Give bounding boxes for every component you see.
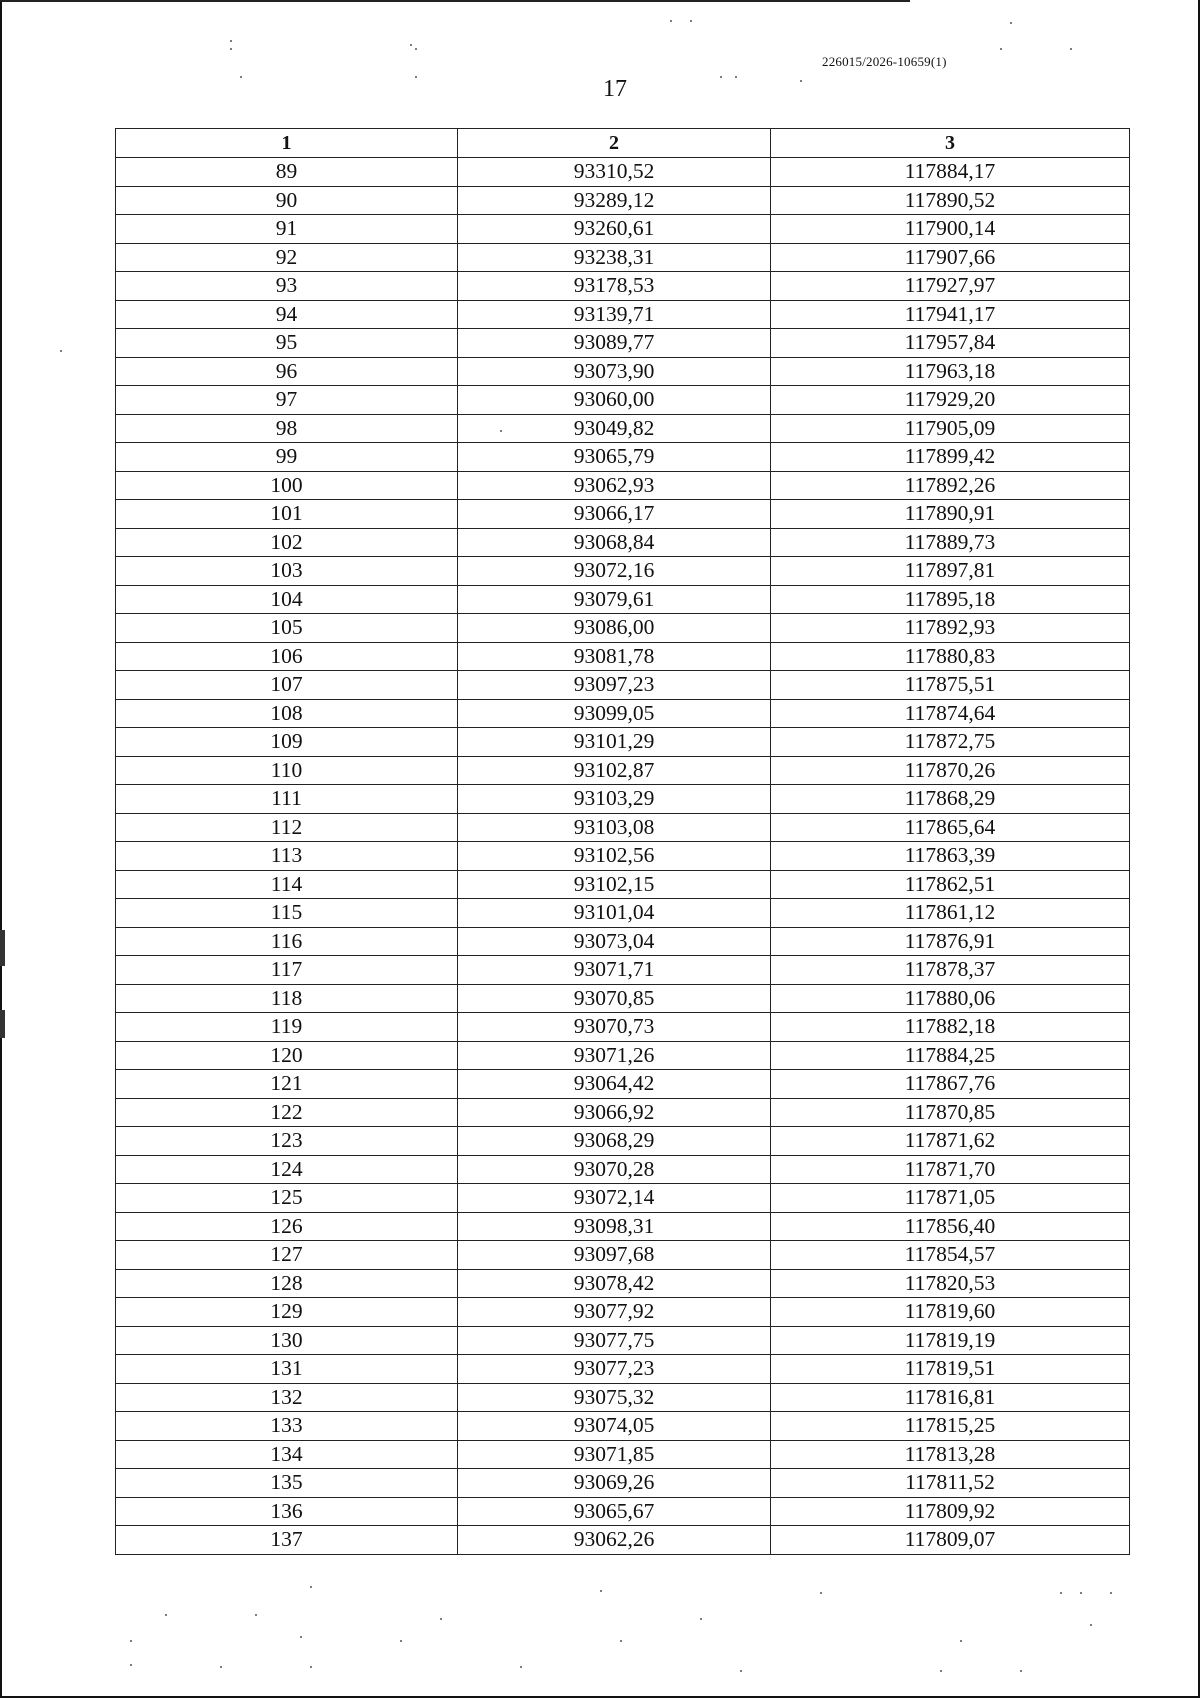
- speck: [1080, 1592, 1082, 1594]
- y-coordinate-cell: 117941,17: [771, 300, 1130, 329]
- table-row: [116, 500, 1130, 529]
- point-number-cell: 89: [116, 158, 458, 187]
- point-number-cell: 121: [116, 1070, 458, 1099]
- y-coordinate-cell: 117854,57: [771, 1241, 1130, 1270]
- point-number-cell: 102: [116, 528, 458, 557]
- speck: [220, 1666, 222, 1668]
- point-number-cell: 103: [116, 557, 458, 586]
- speck: [440, 1618, 442, 1620]
- y-coordinate-cell: 117957,84: [771, 329, 1130, 358]
- table-row: [116, 756, 1130, 785]
- y-coordinate-cell: 117872,75: [771, 728, 1130, 757]
- y-coordinate-cell: 117929,20: [771, 386, 1130, 415]
- x-coordinate-cell: 93065,79: [458, 443, 771, 472]
- x-coordinate-cell: 93102,56: [458, 842, 771, 871]
- speck: [500, 430, 502, 432]
- y-coordinate-cell: 117813,28: [771, 1440, 1130, 1469]
- x-coordinate-cell: 93086,00: [458, 614, 771, 643]
- y-coordinate-cell: 117927,97: [771, 272, 1130, 301]
- table-row: [116, 927, 1130, 956]
- speck: [740, 1670, 742, 1672]
- table-row: [116, 614, 1130, 643]
- x-coordinate-cell: 93081,78: [458, 642, 771, 671]
- point-number-cell: 133: [116, 1412, 458, 1441]
- x-coordinate-cell: 93098,31: [458, 1212, 771, 1241]
- table-row: [116, 1526, 1130, 1555]
- point-number-cell: 109: [116, 728, 458, 757]
- speck: [310, 1586, 312, 1588]
- table-row: [116, 956, 1130, 985]
- speck: [415, 48, 417, 50]
- table-row: [116, 414, 1130, 443]
- table-row: [116, 585, 1130, 614]
- speck: [1090, 1624, 1092, 1626]
- point-number-cell: 96: [116, 357, 458, 386]
- table-row: [116, 842, 1130, 871]
- table-row: [116, 186, 1130, 215]
- table-body: [116, 158, 1130, 1555]
- table-row: [116, 1298, 1130, 1327]
- point-number-cell: 113: [116, 842, 458, 871]
- table-row: [116, 272, 1130, 301]
- margin-scan-mark: [0, 1010, 5, 1038]
- y-coordinate-cell: 117880,83: [771, 642, 1130, 671]
- y-coordinate-cell: 117870,85: [771, 1098, 1130, 1127]
- point-number-cell: 97: [116, 386, 458, 415]
- table-row: [116, 1241, 1130, 1270]
- y-coordinate-cell: 117870,26: [771, 756, 1130, 785]
- speck: [1070, 48, 1072, 50]
- x-coordinate-cell: 93097,68: [458, 1241, 771, 1270]
- point-number-cell: 92: [116, 243, 458, 272]
- table-header: [116, 129, 1130, 158]
- x-coordinate-cell: 93078,42: [458, 1269, 771, 1298]
- y-coordinate-cell: 117880,06: [771, 984, 1130, 1013]
- point-number-cell: 130: [116, 1326, 458, 1355]
- y-coordinate-cell: 117889,73: [771, 528, 1130, 557]
- speck: [735, 76, 737, 78]
- y-coordinate-cell: 117900,14: [771, 215, 1130, 244]
- point-number-cell: 123: [116, 1127, 458, 1156]
- point-number-cell: 93: [116, 272, 458, 301]
- x-coordinate-cell: 93075,32: [458, 1383, 771, 1412]
- point-number-cell: 112: [116, 813, 458, 842]
- point-number-cell: 100: [116, 471, 458, 500]
- table-row: [116, 1497, 1130, 1526]
- y-coordinate-cell: 117963,18: [771, 357, 1130, 386]
- point-number-cell: 117: [116, 956, 458, 985]
- x-coordinate-cell: 93064,42: [458, 1070, 771, 1099]
- y-coordinate-cell: 117882,18: [771, 1013, 1130, 1042]
- x-coordinate-cell: 93260,61: [458, 215, 771, 244]
- y-coordinate-cell: 117856,40: [771, 1212, 1130, 1241]
- table-row: [116, 728, 1130, 757]
- point-number-cell: 132: [116, 1383, 458, 1412]
- x-coordinate-cell: 93073,90: [458, 357, 771, 386]
- table-row: [116, 471, 1130, 500]
- y-coordinate-cell: 117816,81: [771, 1383, 1130, 1412]
- table-row: [116, 1383, 1130, 1412]
- table-row: [116, 1184, 1130, 1213]
- table-row: [116, 870, 1130, 899]
- speck: [240, 76, 242, 78]
- table-row: [116, 528, 1130, 557]
- table-row: [116, 642, 1130, 671]
- speck: [410, 44, 412, 46]
- y-coordinate-cell: 117890,52: [771, 186, 1130, 215]
- x-coordinate-cell: 93060,00: [458, 386, 771, 415]
- speck: [310, 1666, 312, 1668]
- x-coordinate-cell: 93072,14: [458, 1184, 771, 1213]
- table-row: [116, 215, 1130, 244]
- point-number-cell: 122: [116, 1098, 458, 1127]
- speck: [60, 350, 62, 352]
- point-number-cell: 111: [116, 785, 458, 814]
- point-number-cell: 108: [116, 699, 458, 728]
- table-row: [116, 443, 1130, 472]
- point-number-cell: 136: [116, 1497, 458, 1526]
- y-coordinate-cell: 117874,64: [771, 699, 1130, 728]
- table-row: [116, 158, 1130, 187]
- y-coordinate-cell: 117907,66: [771, 243, 1130, 272]
- y-coordinate-cell: 117871,70: [771, 1155, 1130, 1184]
- y-coordinate-cell: 117875,51: [771, 671, 1130, 700]
- point-number-cell: 119: [116, 1013, 458, 1042]
- y-coordinate-cell: 117884,25: [771, 1041, 1130, 1070]
- point-number-cell: 94: [116, 300, 458, 329]
- point-number-cell: 126: [116, 1212, 458, 1241]
- x-coordinate-cell: 93062,93: [458, 471, 771, 500]
- x-coordinate-cell: 93077,75: [458, 1326, 771, 1355]
- point-number-cell: 105: [116, 614, 458, 643]
- table-row: [116, 699, 1130, 728]
- table-row: [116, 813, 1130, 842]
- point-number-cell: 91: [116, 215, 458, 244]
- point-number-cell: 129: [116, 1298, 458, 1327]
- x-coordinate-cell: 93139,71: [458, 300, 771, 329]
- table-row: [116, 1098, 1130, 1127]
- speck: [400, 1640, 402, 1642]
- x-coordinate-cell: 93289,12: [458, 186, 771, 215]
- x-coordinate-cell: 93089,77: [458, 329, 771, 358]
- speck: [230, 48, 232, 50]
- x-coordinate-cell: 93070,28: [458, 1155, 771, 1184]
- speck: [940, 1670, 942, 1672]
- y-coordinate-cell: 117868,29: [771, 785, 1130, 814]
- y-coordinate-cell: 117809,92: [771, 1497, 1130, 1526]
- table-row: [116, 1412, 1130, 1441]
- y-coordinate-cell: 117895,18: [771, 585, 1130, 614]
- y-coordinate-cell: 117862,51: [771, 870, 1130, 899]
- x-coordinate-cell: 93101,04: [458, 899, 771, 928]
- table-row: [116, 1013, 1130, 1042]
- y-coordinate-cell: 117819,19: [771, 1326, 1130, 1355]
- x-coordinate-cell: 93071,71: [458, 956, 771, 985]
- speck: [415, 76, 417, 78]
- x-coordinate-cell: 93074,05: [458, 1412, 771, 1441]
- point-number-cell: 90: [116, 186, 458, 215]
- column-header-3: 3: [771, 129, 1130, 158]
- point-number-cell: 135: [116, 1469, 458, 1498]
- speck: [1060, 1592, 1062, 1594]
- table-row: [116, 984, 1130, 1013]
- point-number-cell: 114: [116, 870, 458, 899]
- y-coordinate-cell: 117820,53: [771, 1269, 1130, 1298]
- point-number-cell: 95: [116, 329, 458, 358]
- x-coordinate-cell: 93102,15: [458, 870, 771, 899]
- y-coordinate-cell: 117884,17: [771, 158, 1130, 187]
- speck: [690, 20, 692, 22]
- point-number-cell: 127: [116, 1241, 458, 1270]
- x-coordinate-cell: 93072,16: [458, 557, 771, 586]
- table-row: [116, 1355, 1130, 1384]
- table-row: [116, 1326, 1130, 1355]
- table-row: [116, 1127, 1130, 1156]
- point-number-cell: 128: [116, 1269, 458, 1298]
- y-coordinate-cell: 117819,51: [771, 1355, 1130, 1384]
- column-header-2: 2: [458, 129, 771, 158]
- x-coordinate-cell: 93049,82: [458, 414, 771, 443]
- x-coordinate-cell: 93066,92: [458, 1098, 771, 1127]
- speck: [670, 20, 672, 22]
- y-coordinate-cell: 117890,91: [771, 500, 1130, 529]
- y-coordinate-cell: 117892,93: [771, 614, 1130, 643]
- y-coordinate-cell: 117905,09: [771, 414, 1130, 443]
- x-coordinate-cell: 93070,73: [458, 1013, 771, 1042]
- x-coordinate-cell: 93178,53: [458, 272, 771, 301]
- point-number-cell: 137: [116, 1526, 458, 1555]
- point-number-cell: 116: [116, 927, 458, 956]
- x-coordinate-cell: 93103,08: [458, 813, 771, 842]
- x-coordinate-cell: 93102,87: [458, 756, 771, 785]
- speck: [255, 1614, 257, 1616]
- point-number-cell: 134: [116, 1440, 458, 1469]
- x-coordinate-cell: 93065,67: [458, 1497, 771, 1526]
- speck: [1010, 22, 1012, 24]
- table-row: [116, 1041, 1130, 1070]
- x-coordinate-cell: 93099,05: [458, 699, 771, 728]
- point-number-cell: 124: [116, 1155, 458, 1184]
- speck: [1110, 1592, 1112, 1594]
- table-row: [116, 386, 1130, 415]
- point-number-cell: 118: [116, 984, 458, 1013]
- y-coordinate-cell: 117815,25: [771, 1412, 1130, 1441]
- y-coordinate-cell: 117876,91: [771, 927, 1130, 956]
- x-coordinate-cell: 93068,84: [458, 528, 771, 557]
- table-row: [116, 243, 1130, 272]
- y-coordinate-cell: 117819,60: [771, 1298, 1130, 1327]
- x-coordinate-cell: 93310,52: [458, 158, 771, 187]
- y-coordinate-cell: 117892,26: [771, 471, 1130, 500]
- x-coordinate-cell: 93071,26: [458, 1041, 771, 1070]
- x-coordinate-cell: 93238,31: [458, 243, 771, 272]
- point-number-cell: 101: [116, 500, 458, 529]
- point-number-cell: 99: [116, 443, 458, 472]
- x-coordinate-cell: 93079,61: [458, 585, 771, 614]
- speck: [600, 1590, 602, 1592]
- speck: [820, 1592, 822, 1594]
- y-coordinate-cell: 117878,37: [771, 956, 1130, 985]
- speck: [620, 1640, 622, 1642]
- y-coordinate-cell: 117867,76: [771, 1070, 1130, 1099]
- x-coordinate-cell: 93066,17: [458, 500, 771, 529]
- table-row: [116, 785, 1130, 814]
- page-number: 17: [603, 76, 627, 102]
- x-coordinate-cell: 93069,26: [458, 1469, 771, 1498]
- document-number: 226015/2026-10659(1): [822, 54, 947, 69]
- point-number-cell: 106: [116, 642, 458, 671]
- scan-edge-line: [0, 0, 910, 2]
- x-coordinate-cell: 93097,23: [458, 671, 771, 700]
- x-coordinate-cell: 93103,29: [458, 785, 771, 814]
- table-row: [116, 1070, 1130, 1099]
- y-coordinate-cell: 117865,64: [771, 813, 1130, 842]
- y-coordinate-cell: 117897,81: [771, 557, 1130, 586]
- speck: [1020, 1670, 1022, 1672]
- x-coordinate-cell: 93073,04: [458, 927, 771, 956]
- table-row: [116, 300, 1130, 329]
- speck: [130, 1640, 132, 1642]
- y-coordinate-cell: 117871,62: [771, 1127, 1130, 1156]
- column-header-1: 1: [116, 129, 458, 158]
- speck: [720, 76, 722, 78]
- x-coordinate-cell: 93071,85: [458, 1440, 771, 1469]
- y-coordinate-cell: 117861,12: [771, 899, 1130, 928]
- point-number-cell: 98: [116, 414, 458, 443]
- table-row: [116, 557, 1130, 586]
- table-row: [116, 1469, 1130, 1498]
- y-coordinate-cell: 117863,39: [771, 842, 1130, 871]
- table-row: [116, 1155, 1130, 1184]
- point-number-cell: 115: [116, 899, 458, 928]
- y-coordinate-cell: 117809,07: [771, 1526, 1130, 1555]
- coordinates-table: [115, 128, 1130, 1555]
- table-row: [116, 1212, 1130, 1241]
- point-number-cell: 107: [116, 671, 458, 700]
- speck: [165, 1614, 167, 1616]
- x-coordinate-cell: 93077,92: [458, 1298, 771, 1327]
- table-row: [116, 899, 1130, 928]
- x-coordinate-cell: 93068,29: [458, 1127, 771, 1156]
- y-coordinate-cell: 117811,52: [771, 1469, 1130, 1498]
- x-coordinate-cell: 93062,26: [458, 1526, 771, 1555]
- speck: [520, 1666, 522, 1668]
- table-row: [116, 329, 1130, 358]
- table-row: [116, 671, 1130, 700]
- table-row: [116, 1440, 1130, 1469]
- point-number-cell: 110: [116, 756, 458, 785]
- table-row: [116, 357, 1130, 386]
- point-number-cell: 120: [116, 1041, 458, 1070]
- speck: [960, 1640, 962, 1642]
- speck: [300, 1636, 302, 1638]
- x-coordinate-cell: 93070,85: [458, 984, 771, 1013]
- x-coordinate-cell: 93101,29: [458, 728, 771, 757]
- header-row: [116, 129, 1130, 158]
- y-coordinate-cell: 117871,05: [771, 1184, 1130, 1213]
- x-coordinate-cell: 93077,23: [458, 1355, 771, 1384]
- table-row: [116, 1269, 1130, 1298]
- margin-scan-mark: [0, 930, 5, 966]
- speck: [800, 80, 802, 82]
- speck: [230, 40, 232, 42]
- point-number-cell: 104: [116, 585, 458, 614]
- point-number-cell: 131: [116, 1355, 458, 1384]
- speck: [130, 1664, 132, 1666]
- speck: [700, 1618, 702, 1620]
- speck: [1000, 48, 1002, 50]
- point-number-cell: 125: [116, 1184, 458, 1213]
- y-coordinate-cell: 117899,42: [771, 443, 1130, 472]
